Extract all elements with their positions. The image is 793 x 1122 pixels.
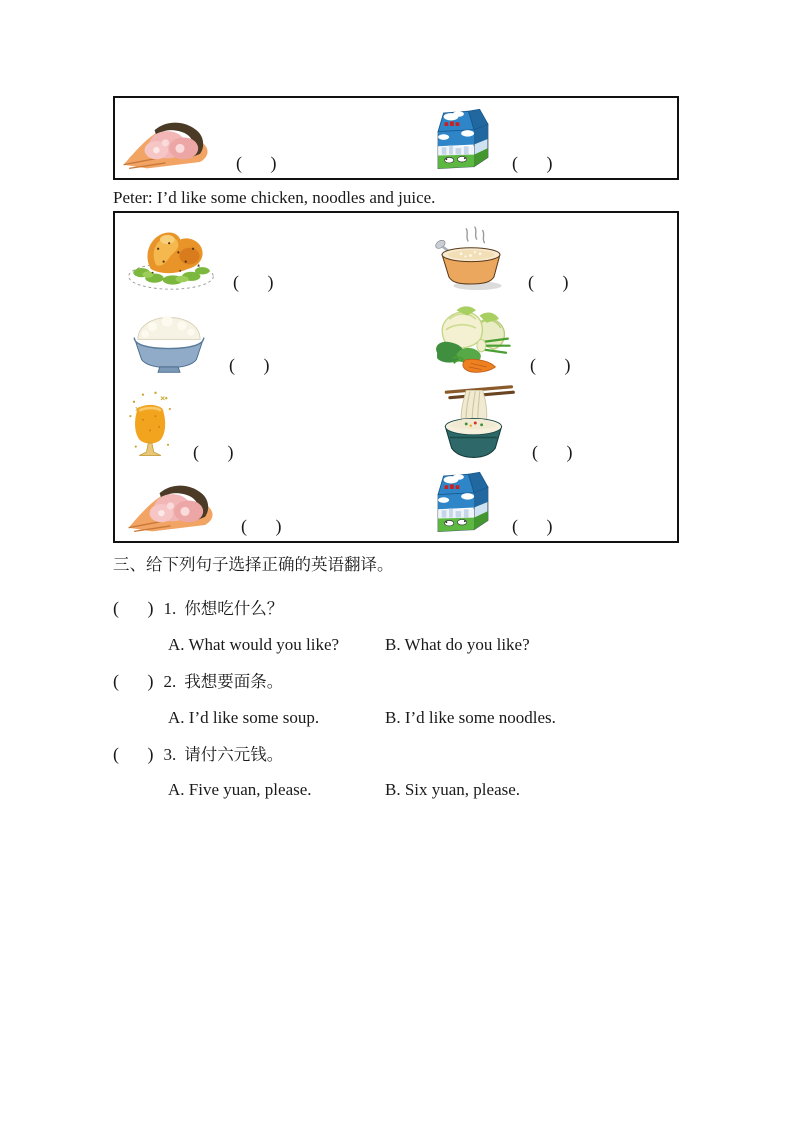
question-3-option-b: B. Six yuan, please. <box>385 780 521 799</box>
food-item-rice <box>125 303 398 376</box>
question-3 <box>113 744 283 766</box>
soup-bowl-image <box>430 225 512 293</box>
answer-blank: ( ) <box>236 153 278 173</box>
noodles-bowl-image <box>430 383 516 463</box>
question-2-option-b: B. I’d like some noodles. <box>385 708 556 727</box>
food-item-meat <box>125 465 398 537</box>
food-item-soup <box>398 221 671 293</box>
peter-dialogue-line: Peter: I’d like some chicken, noodles and juice. <box>113 188 436 207</box>
food-item-meat <box>120 102 398 174</box>
milk-carton-image <box>430 465 496 537</box>
question-1 <box>113 598 283 620</box>
meat-image <box>120 110 220 174</box>
section3-title: 三、给下列句子选择正确的英语翻译。 <box>113 555 394 574</box>
picture-box-main <box>113 211 679 543</box>
question-1-options <box>113 635 679 657</box>
answer-blank: ( ) <box>233 272 275 292</box>
question-1-option-b: B. What do you like? <box>385 635 530 654</box>
answer-blank: ( ) <box>193 442 235 462</box>
answer-blank: ( ) <box>113 744 155 764</box>
food-item-noodles <box>398 383 671 463</box>
question-3-options <box>113 780 679 802</box>
food-item-milk <box>398 465 671 537</box>
answer-blank: ( ) <box>512 516 554 536</box>
food-item-vegetables <box>398 303 671 376</box>
question-2-option-a: A. I’d like some soup. <box>168 708 320 727</box>
answer-blank: ( ) <box>528 272 570 292</box>
answer-blank: ( ) <box>229 355 271 375</box>
answer-blank: ( ) <box>512 153 554 173</box>
answer-blank: ( ) <box>113 598 155 618</box>
question-text: 我想要面条。 <box>184 672 284 691</box>
question-number: 3. <box>163 745 177 764</box>
answer-blank: ( ) <box>530 355 572 375</box>
vegetables-image <box>430 303 514 376</box>
picture-box-top <box>113 96 679 180</box>
milk-carton-image <box>430 102 496 174</box>
meat-image <box>125 473 225 537</box>
question-number: 2. <box>163 672 177 691</box>
chicken-image <box>125 221 217 293</box>
answer-blank: ( ) <box>113 671 155 691</box>
question-2 <box>113 671 283 693</box>
answer-blank: ( ) <box>532 442 574 462</box>
question-text: 你想吃什么？ <box>184 599 284 618</box>
food-item-juice <box>125 383 398 463</box>
juice-glass-image <box>125 389 177 463</box>
question-2-options <box>113 708 679 730</box>
answer-blank: ( ) <box>241 516 283 536</box>
rice-bowl-image <box>125 312 213 376</box>
question-text: 请付六元钱。 <box>184 745 284 764</box>
question-number: 1. <box>163 599 177 618</box>
question-3-option-a: A. Five yuan, please. <box>168 780 312 799</box>
question-1-option-a: A. What would you like? <box>168 635 340 654</box>
food-item-milk <box>398 102 676 174</box>
food-item-chicken <box>125 221 398 293</box>
